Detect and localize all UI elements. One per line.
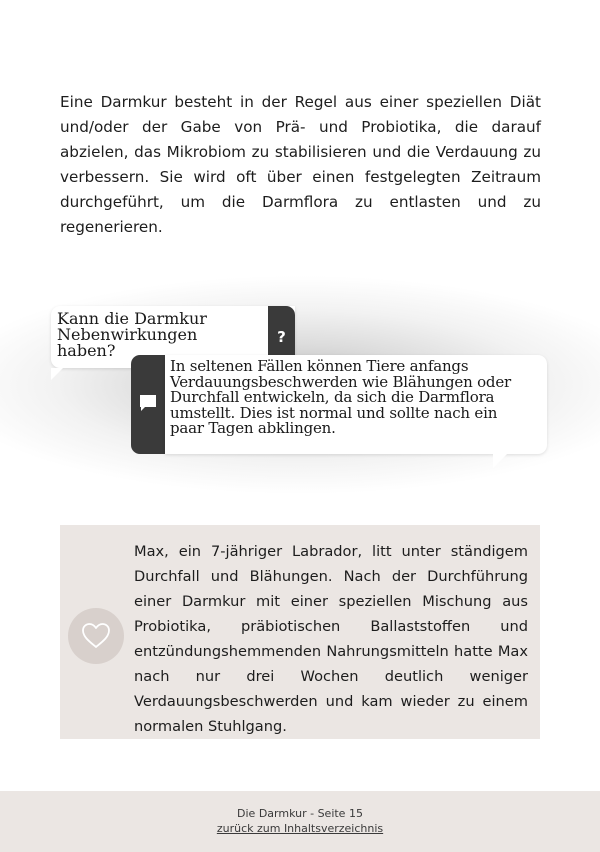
heart-icon	[81, 622, 111, 650]
table-of-contents-link[interactable]: zurück zum Inhaltsverzeichnis	[216, 822, 384, 835]
question-text: Kann die Darmkur Nebenwirkungen haben?	[57, 309, 207, 360]
case-study-text: Max, ein 7-jähriger Labrador, litt unter ständigem Durchfall und Blähungen. Nach der Durchführung einer Darmkur mit einer speziellen Mischung aus Probiotika, präbiotischen Ballaststoffen und entzündungshemmenden Nahrungsmitteln hatte Max nach nur drei Wochen deutlich weniger Verdauungsbeschwerden und kam wieder zu einem normalen Stuhlgang.	[134, 543, 528, 735]
question-mark-icon: ?	[277, 328, 286, 346]
intro-paragraph: Eine Darmkur besteht in der Regel aus einer speziellen Diät und/oder der Gabe von Prä- und Probiotika, die darauf abzielen, das Mikrobiom zu stabilisieren und die Verdauung zu verbessern. Sie wird oft über einen festgelegten Zeitraum durchgeführt, um die Darmflora zu entlasten und zu regenerieren.	[60, 93, 541, 236]
page-footer	[0, 791, 600, 852]
answer-bubble	[165, 355, 547, 454]
answer-tab	[131, 355, 165, 454]
heart-badge	[68, 608, 124, 664]
page-number-label: Die Darmkur - Seite 15	[237, 807, 363, 820]
answer-text: In seltenen Fällen können Tiere anfangs Verdauungsbeschwerden wie Blähungen oder Durchfall entwickeln, da sich die Darmflora umstellt. Dies ist normal und sollte nach ein paar Tagen abklingen.	[170, 357, 511, 438]
speech-bubble-icon	[139, 394, 157, 412]
